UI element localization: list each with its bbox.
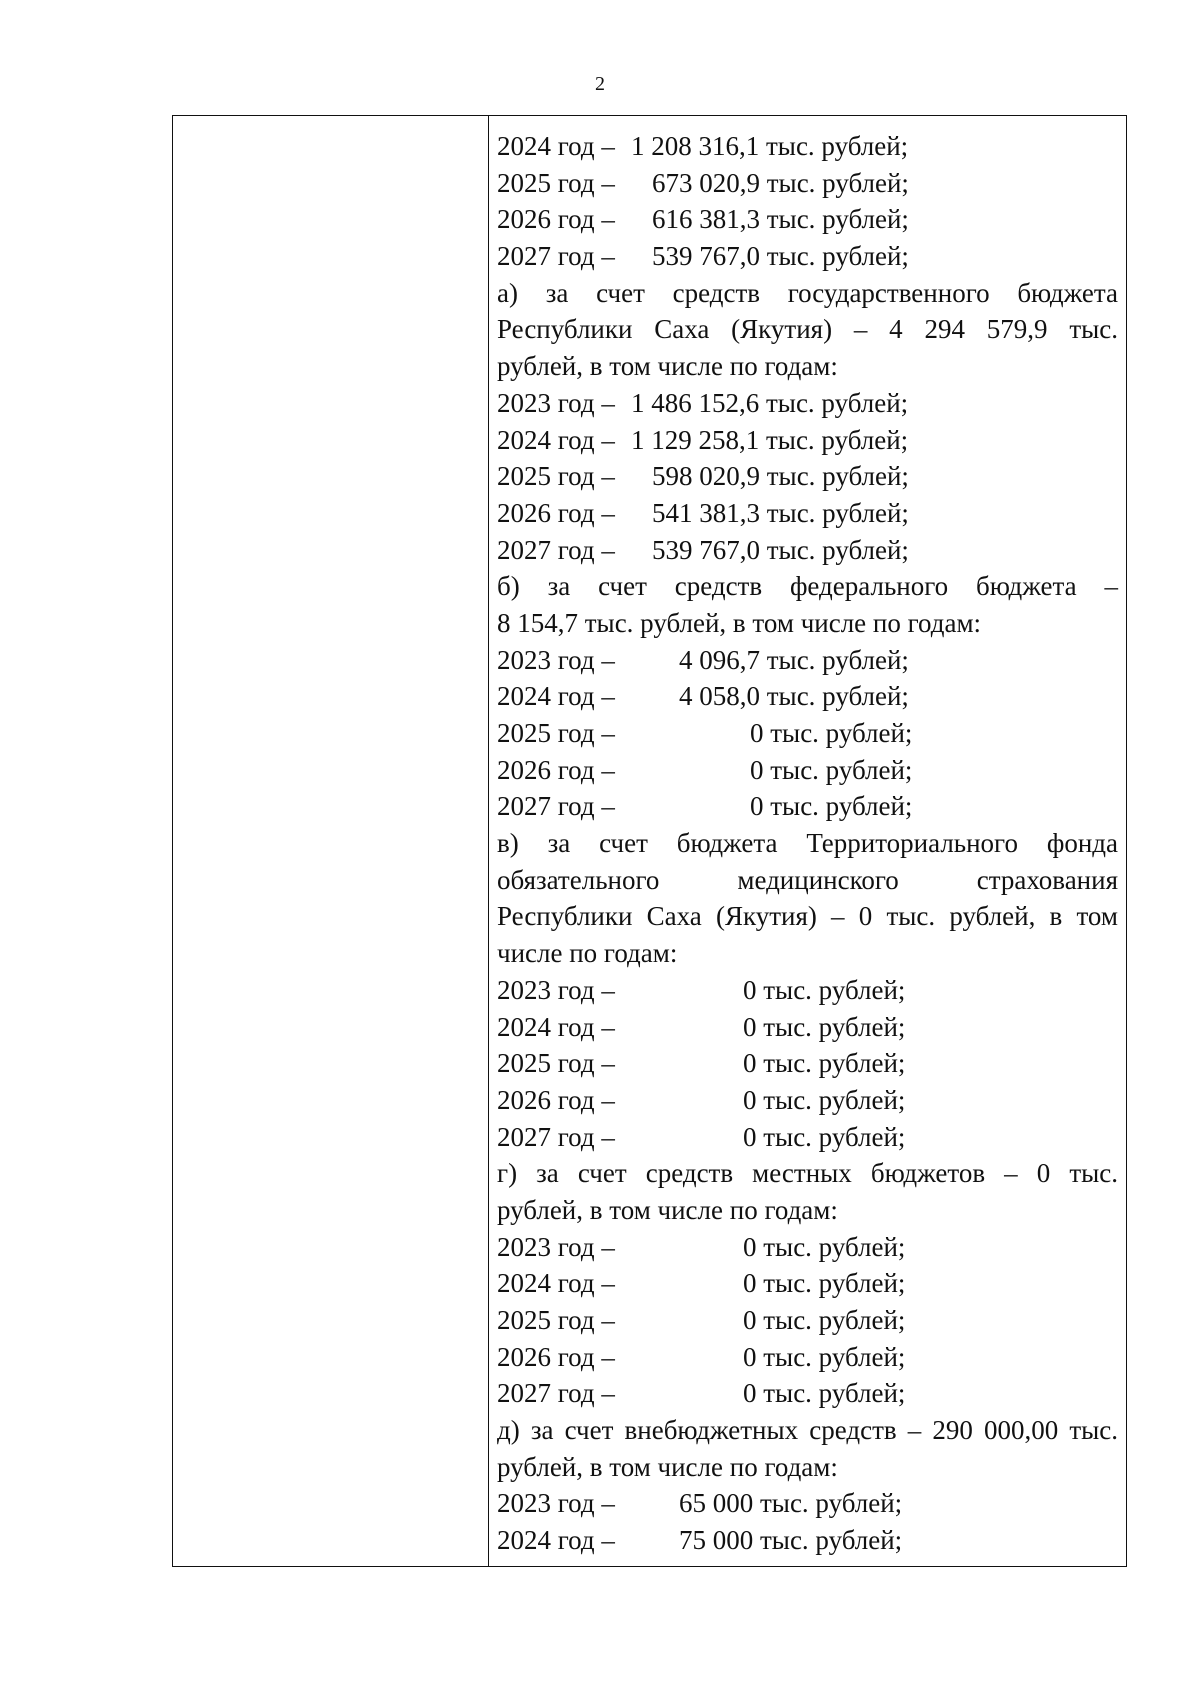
text-line: Республики Саха (Якутия) – 0 тыс. рублей, в том bbox=[497, 901, 1118, 932]
year-label: 2024 год – bbox=[497, 424, 615, 455]
year-label: 2025 год – bbox=[497, 718, 615, 748]
text-line: в) за счет бюджета Территориального фонда bbox=[497, 828, 1118, 859]
year-amount-line bbox=[497, 422, 1118, 459]
amount-value: 1 486 152,6 тыс. рублей; bbox=[631, 387, 909, 418]
year-label: 2024 год – bbox=[497, 1011, 615, 1042]
year-label: 2023 год – bbox=[497, 387, 615, 418]
text-line: д) за счет внебюджетных средств – 290 000,00 тыс. bbox=[497, 1415, 1118, 1446]
amount-value: 75 000 тыс. рублей; bbox=[679, 1525, 903, 1556]
year-amount-line bbox=[497, 385, 1118, 422]
year-label: 2027 год – bbox=[497, 241, 615, 272]
text-line: 8 154,7 тыс. рублей, в том числе по годам: bbox=[497, 607, 982, 638]
year-label: 2025 год – bbox=[497, 167, 615, 198]
text-line: обязательного медицинского страхования bbox=[497, 864, 1118, 895]
amount-value: 541 381,3 тыс. рублей; bbox=[652, 497, 909, 528]
year-label: 2024 год – bbox=[497, 1268, 615, 1299]
text-line: рублей, в том числе по годам: bbox=[497, 1451, 838, 1482]
amount-value: 4 058,0 тыс. рублей; bbox=[679, 681, 909, 712]
year-amount-line bbox=[497, 1339, 1118, 1376]
year-label: 2027 год – bbox=[497, 534, 615, 565]
year-amount-line bbox=[497, 458, 1118, 495]
year-label: 2026 год – bbox=[497, 1341, 615, 1372]
text-line: Республики Саха (Якутия) – 4 294 579,9 тыс. bbox=[497, 314, 1118, 345]
amount-value: 0 тыс. рублей; bbox=[743, 1011, 906, 1042]
amount-value: 0 тыс. рублей; bbox=[743, 1121, 906, 1152]
year-label: 2027 год – bbox=[497, 791, 615, 822]
year-label: 2023 год – bbox=[497, 1488, 615, 1519]
year-label: 2025 год – bbox=[497, 1305, 615, 1335]
year-amount-line bbox=[497, 1375, 1118, 1412]
amount-value: 0 тыс. рублей; bbox=[743, 1048, 906, 1079]
year-amount-line bbox=[497, 678, 1118, 715]
amount-value: 0 тыс. рублей; bbox=[750, 718, 913, 748]
year-amount-line bbox=[497, 788, 1118, 825]
year-label: 2024 год – bbox=[497, 131, 615, 161]
year-amount-line bbox=[497, 1265, 1118, 1302]
amount-value: 1 208 316,1 тыс. рублей; bbox=[631, 131, 909, 161]
amount-value: 65 000 тыс. рублей; bbox=[679, 1488, 903, 1519]
amount-value: 0 тыс. рублей; bbox=[750, 754, 913, 785]
year-label: 2025 год – bbox=[497, 461, 615, 492]
year-amount-line bbox=[497, 1302, 1118, 1339]
amount-value: 0 тыс. рублей; bbox=[743, 1268, 906, 1299]
amount-value: 0 тыс. рублей; bbox=[743, 974, 906, 1005]
page-number: 2 bbox=[595, 73, 605, 95]
year-amount-line bbox=[497, 715, 1118, 752]
year-amount-line bbox=[497, 752, 1118, 789]
year-amount-line bbox=[497, 165, 1118, 202]
year-label: 2026 год – bbox=[497, 754, 615, 785]
year-label: 2026 год – bbox=[497, 1084, 615, 1115]
amount-value: 539 767,0 тыс. рублей; bbox=[652, 534, 909, 565]
table-left-cell bbox=[173, 116, 489, 1566]
funding-table bbox=[172, 115, 1127, 1567]
year-label: 2026 год – bbox=[497, 497, 615, 528]
funding-details-cell bbox=[497, 128, 1118, 1559]
year-label: 2027 год – bbox=[497, 1121, 615, 1152]
year-amount-line bbox=[497, 1485, 1118, 1522]
year-amount-line bbox=[497, 972, 1118, 1009]
amount-value: 539 767,0 тыс. рублей; bbox=[652, 241, 909, 272]
amount-value: 0 тыс. рублей; bbox=[743, 1341, 906, 1372]
year-amount-line bbox=[497, 1229, 1118, 1266]
amount-value: 0 тыс. рублей; bbox=[743, 1231, 906, 1262]
year-amount-line bbox=[497, 238, 1118, 275]
year-label: 2024 год – bbox=[497, 681, 615, 712]
amount-value: 616 381,3 тыс. рублей; bbox=[652, 204, 909, 235]
year-amount-line bbox=[497, 1009, 1118, 1046]
text-line: г) за счет средств местных бюджетов – 0 тыс. bbox=[497, 1158, 1118, 1189]
year-label: 2023 год – bbox=[497, 974, 615, 1005]
year-amount-line bbox=[497, 532, 1118, 569]
text-line: рублей, в том числе по годам: bbox=[497, 351, 838, 382]
amount-value: 0 тыс. рублей; bbox=[743, 1305, 906, 1335]
year-amount-line bbox=[497, 1522, 1118, 1559]
year-label: 2026 год – bbox=[497, 204, 615, 235]
amount-value: 673 020,9 тыс. рублей; bbox=[652, 167, 909, 198]
amount-value: 4 096,7 тыс. рублей; bbox=[679, 644, 909, 675]
amount-value: 1 129 258,1 тыс. рублей; bbox=[631, 424, 909, 455]
year-label: 2023 год – bbox=[497, 1231, 615, 1262]
year-amount-line bbox=[497, 495, 1118, 532]
text-line: числе по годам: bbox=[497, 938, 678, 969]
amount-value: 0 тыс. рублей; bbox=[750, 791, 913, 822]
amount-value: 0 тыс. рублей; bbox=[743, 1378, 906, 1409]
year-amount-line bbox=[497, 1082, 1118, 1119]
text-line: а) за счет средств государственного бюджета bbox=[497, 277, 1118, 308]
year-label: 2024 год – bbox=[497, 1525, 615, 1556]
year-label: 2027 год – bbox=[497, 1378, 615, 1409]
year-amount-line bbox=[497, 642, 1118, 679]
year-label: 2023 год – bbox=[497, 644, 615, 675]
amount-value: 0 тыс. рублей; bbox=[743, 1084, 906, 1115]
year-amount-line bbox=[497, 1045, 1118, 1082]
year-amount-line bbox=[497, 128, 1118, 165]
amount-value: 598 020,9 тыс. рублей; bbox=[652, 461, 909, 492]
year-amount-line bbox=[497, 1119, 1118, 1156]
year-label: 2025 год – bbox=[497, 1048, 615, 1079]
year-amount-line bbox=[497, 201, 1118, 238]
text-line: б) за счет средств федерального бюджета – bbox=[497, 571, 1118, 602]
text-line: рублей, в том числе по годам: bbox=[497, 1194, 838, 1225]
